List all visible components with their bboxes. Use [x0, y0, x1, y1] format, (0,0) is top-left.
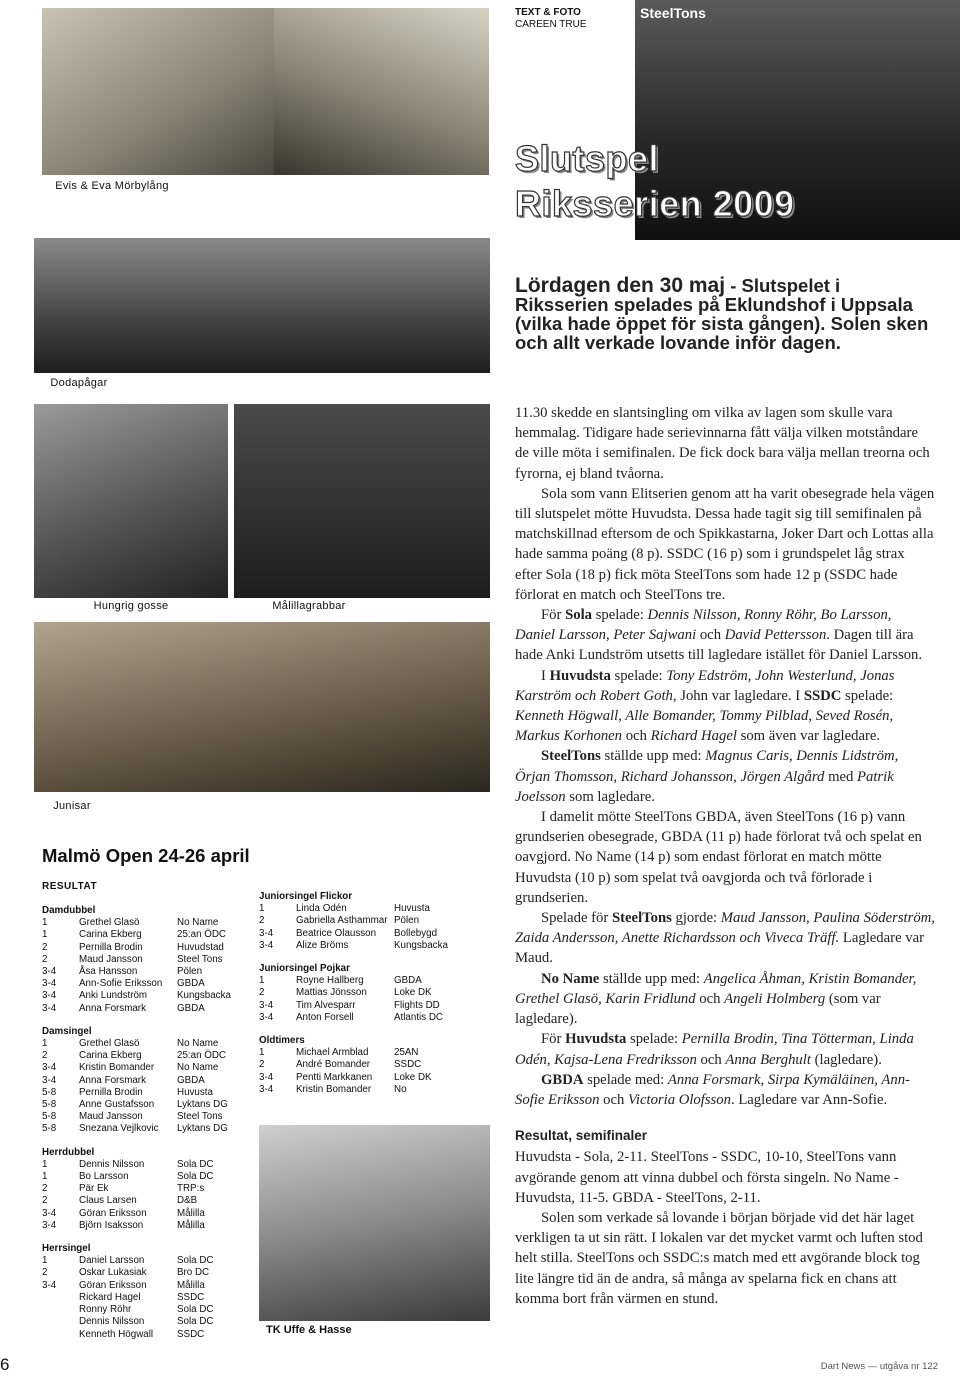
- result-row: [42, 966, 252, 978]
- p10-text-d: och: [599, 1091, 629, 1108]
- result-row: [42, 1255, 252, 1267]
- p9-text-e: och: [696, 1051, 726, 1068]
- result-place: 3-4: [259, 1011, 274, 1023]
- result-club: GBDA: [177, 978, 205, 990]
- paragraph-4: [515, 666, 935, 747]
- caption-evis-eva: Evis & Eva Mörbylång: [55, 180, 169, 192]
- paragraph-3: [515, 605, 935, 666]
- result-player: Dennis Nilsson: [79, 1158, 145, 1170]
- result-row: [42, 1304, 252, 1316]
- result-place: 1: [42, 1171, 48, 1183]
- results-heading: Herrdubbel: [42, 1146, 95, 1158]
- p9-text-g: (lagledare).: [810, 1051, 882, 1068]
- result-row: [42, 1267, 252, 1279]
- result-club: Bollebygd: [394, 927, 438, 939]
- result-player: Göran Eriksson: [79, 1279, 147, 1291]
- p8-player: Angeli Holmberg: [724, 990, 826, 1007]
- result-club: Atlantis DC: [394, 1011, 443, 1023]
- result-place: 3-4: [42, 1219, 57, 1231]
- result-player: Maud Jansson: [79, 1111, 143, 1123]
- result-place: 5-8: [42, 1123, 57, 1135]
- headline-line-2: Riksserien 2009: [515, 183, 795, 224]
- result-player: Ronny Röhr: [79, 1304, 132, 1316]
- paragraph-10: [515, 1070, 935, 1110]
- result-player: Daniel Larsson: [79, 1255, 145, 1267]
- caption-dodapagar: Dodapågar: [50, 377, 108, 389]
- photo-junisar: [34, 622, 490, 792]
- result-place: 1: [42, 929, 48, 941]
- photo-hungrig-gosse: [34, 404, 228, 598]
- result-club: Steel Tons: [177, 1111, 223, 1123]
- result-club: No Name: [177, 1038, 219, 1050]
- semifinal-results: Huvudsta - Sola, 2-11. SteelTons - SSDC, 10-10, SteelTons vann avgörande genom att vinna dubbel och första singeln. No Name - Huvudsta, 11-5. GBDA - SteelTons, 2-11.: [515, 1149, 899, 1206]
- p10-team: GBDA: [541, 1071, 584, 1088]
- result-place: 1: [259, 1047, 265, 1059]
- p8-text-f: (som var lagledare).: [515, 990, 881, 1028]
- p5-player: Patrik Joelsson: [515, 768, 894, 805]
- result-player: Kristin Bomander: [79, 1062, 155, 1074]
- result-club: Steel Tons: [177, 953, 223, 965]
- result-club: Huvusta: [394, 903, 430, 915]
- result-place: 3-4: [259, 927, 274, 939]
- p4-text-g: spelade:: [841, 687, 894, 704]
- p10-text-f: . Lagledare var Ann-Sofie.: [730, 1091, 888, 1108]
- result-row: [42, 978, 252, 990]
- result-club: Lyktans DG: [177, 1099, 228, 1111]
- result-player: Royne Hallberg: [296, 975, 364, 987]
- results-heading: Juniorsingel Flickor: [259, 891, 353, 902]
- result-club: Kungsbacka: [177, 990, 231, 1002]
- paragraph-1: 11.30 skedde en slantsingling om vilka av lagen som skulle vara hemmalag. Tidigare hade serievinnarna fått välja vilken motståndare de ville möta i semifinalen. De fick dock bara välja mellan treorna och fyrorna, ej bland tvåorna.: [515, 405, 930, 482]
- results-heading: Juniorsingel Pojkar: [259, 963, 350, 975]
- paragraph-6: I damelit mötte SteelTons GBDA, även SteelTons (16 p) vann grundserien obesegrade, GBDA (11 p) hade förlorat två och spelat en oavgjord. No Name (14 p) som endast förlorat en match mötte Huvudsta (10 p) som spelat två oavgjorda och två förlorade i grundserien.: [515, 809, 922, 906]
- result-club: Målilla: [177, 1219, 205, 1231]
- result-player: Kenneth Högwall: [79, 1328, 154, 1340]
- result-club: GBDA: [177, 1002, 205, 1014]
- result-place: 3-4: [42, 990, 57, 1002]
- result-player: Anki Lundström: [79, 990, 148, 1002]
- p5-text-b: ställde upp med:: [600, 748, 706, 765]
- result-row: [42, 1183, 252, 1195]
- paragraph-final: Solen som verkade så lovande i början började vid det här laget verkligen ta ut sin rätt. I lokalen var det mycket varmt och luften stod helt stilla. SteelTons och SSDC:s match med ett avgörande block tog lite längre tid än de andra, så många av spelarna fick en chans att komma bort från värmen en stund.: [515, 1209, 923, 1307]
- p3-player: David Pettersson: [724, 627, 827, 644]
- result-player: André Bomander: [296, 1059, 371, 1071]
- result-place: 1: [42, 1158, 48, 1170]
- result-row: [42, 917, 252, 929]
- article-body: [515, 403, 935, 1309]
- p7-team: SteelTons: [611, 910, 672, 927]
- result-club: D&B: [177, 1195, 198, 1207]
- result-club: SSDC: [394, 1059, 422, 1071]
- result-club: No: [394, 1083, 407, 1095]
- result-row: [42, 1220, 252, 1232]
- result-row: [42, 1050, 252, 1062]
- result-row: [42, 929, 252, 941]
- result-row: [42, 1195, 252, 1207]
- result-row: [259, 915, 489, 927]
- result-club: Loke DK: [394, 987, 432, 999]
- malmo-open-title: Malmö Open 24-26 april: [42, 845, 250, 866]
- result-place: 2: [259, 915, 265, 927]
- photo-malillagrabbar: [234, 404, 490, 598]
- result-place: 2: [42, 1267, 48, 1279]
- p4-players: Tony Edström, John Westerlund, Jonas Karström och Robert Goth: [515, 667, 895, 704]
- result-place: [42, 1304, 79, 1316]
- results-heading: Damdubbel: [42, 905, 96, 916]
- result-player: Alize Bröms: [296, 939, 349, 951]
- result-row: [42, 1329, 252, 1341]
- result-club: Bro DC: [177, 1267, 210, 1279]
- result-row: [42, 1123, 252, 1135]
- result-row: [259, 1000, 489, 1012]
- result-player: Pär Ek: [79, 1183, 109, 1195]
- result-row: [42, 1075, 252, 1087]
- p9-text-c: spelade:: [626, 1031, 682, 1048]
- p10-player: Victoria Olofsson: [628, 1091, 731, 1108]
- caption-tk: TK Uffe & Hasse: [266, 1324, 352, 1336]
- result-player: Bo Larsson: [79, 1171, 129, 1183]
- result-row: [259, 1059, 489, 1071]
- result-player: Pentti Markkanen: [296, 1071, 373, 1083]
- result-player: Anna Forsmark: [79, 1002, 146, 1014]
- result-club: SSDC: [177, 1328, 205, 1340]
- result-club: Sola DC: [177, 1304, 214, 1316]
- result-row: [42, 1099, 252, 1111]
- result-club: Lyktans DG: [177, 1123, 228, 1135]
- resultat-label: RESULTAT: [42, 881, 98, 892]
- result-place: 3-4: [42, 1074, 57, 1086]
- p4-text-c: spelade:: [610, 667, 667, 684]
- p5-text-d: med: [824, 768, 858, 785]
- photo-evis-eva: [42, 8, 274, 175]
- p4-players-2: Kenneth Högwall, Alle Bomander, Tommy Pilblad, Seved Rosén, Markus Korhonen: [515, 708, 894, 745]
- result-club: No Name: [177, 1062, 219, 1074]
- result-player: Carina Ekberg: [79, 1050, 142, 1062]
- result-club: Sola DC: [177, 1255, 214, 1267]
- p5-team: SteelTons: [541, 748, 601, 765]
- p8-text-d: och: [695, 990, 725, 1007]
- p4-text-k: som även var lagledare.: [736, 728, 881, 745]
- caption-hungrig-gosse: Hungrig gosse: [93, 600, 169, 612]
- result-club: Loke DK: [394, 1071, 432, 1083]
- p3-team: Sola: [565, 607, 593, 624]
- result-row: [259, 1012, 489, 1024]
- result-player: Kristin Bomander: [296, 1083, 372, 1095]
- headline-line-1: Slutspel: [515, 138, 660, 179]
- results-heading: Damsingel: [42, 1025, 92, 1037]
- photo-dodapagar: [34, 238, 490, 373]
- credit-line-2: CAREEN TRUE: [515, 19, 587, 30]
- result-club: GBDA: [394, 975, 422, 987]
- result-place: 3-4: [42, 966, 57, 978]
- result-row: [42, 990, 252, 1002]
- p10-players: Anna Forsmark, Sirpa Kymäläinen, Ann-Sofie Eriksson: [515, 1071, 910, 1108]
- result-row: [259, 987, 489, 999]
- paragraph-5: [515, 746, 935, 807]
- result-place: 1: [42, 1255, 48, 1267]
- result-player: Linda Odén: [296, 903, 347, 915]
- result-player: Anne Gustafsson: [79, 1099, 155, 1111]
- lead-paragraph: [515, 276, 935, 352]
- result-place: 2: [42, 953, 48, 965]
- result-place: 2: [42, 941, 48, 953]
- p7-text-e: Lagledare var Maud.: [515, 930, 925, 967]
- magazine-footer: Dart News — utgåva nr 122: [820, 1361, 938, 1372]
- paragraph-7: [515, 908, 935, 969]
- result-club: SSDC: [177, 1291, 205, 1303]
- p8-text-b: ställde upp med:: [599, 970, 704, 987]
- result-club: Sola DC: [177, 1171, 214, 1183]
- result-place: [42, 1292, 79, 1304]
- result-club: Flights DD: [394, 999, 440, 1011]
- p8-players: Angelica Åhman, Kristin Bomander, Grethel Glasö, Karin Fridlund: [515, 970, 917, 1007]
- p9-players: Pernilla Brodin, Tina Tötterman, Linda Odén, Kajsa-Lena Fredriksson: [515, 1031, 914, 1068]
- result-place: 3-4: [259, 1083, 274, 1095]
- result-player: Dennis Nilsson: [79, 1316, 145, 1328]
- result-club: Pölen: [177, 966, 203, 978]
- result-club: GBDA: [177, 1074, 205, 1086]
- lead-strong: Lördagen den 30 maj: [515, 274, 726, 297]
- result-player: Björn Isaksson: [79, 1219, 144, 1231]
- result-club: Pölen: [394, 915, 420, 927]
- photo-evis-eva-2: [274, 8, 489, 175]
- result-place: 2: [42, 1183, 48, 1195]
- result-place: 2: [42, 1195, 48, 1207]
- result-player: Åsa Hansson: [79, 966, 138, 978]
- result-player: Mattias Jönsson: [296, 987, 367, 999]
- results-left: [42, 905, 252, 1341]
- result-club: Sola DC: [177, 1316, 214, 1328]
- result-place: 3-4: [42, 1002, 57, 1014]
- result-club: Kungsbacka: [394, 939, 448, 951]
- results-right: [259, 891, 489, 1096]
- result-row: [42, 942, 252, 954]
- result-place: 2: [42, 1050, 48, 1062]
- result-player: Beatrice Olausson: [296, 927, 377, 939]
- p7-text-a: Spelade för: [541, 910, 612, 927]
- lead-rest: - Slutspelet i Riksserien spelades på Eklundshof i Uppsala (vilka hade öppet för sista gången). Solen sken och allt verkade lovande inför dagen.: [515, 275, 929, 353]
- result-row: [42, 1111, 252, 1123]
- p9-team: Huvudsta: [565, 1031, 627, 1048]
- result-player: Michael Armblad: [296, 1047, 369, 1059]
- caption-junisar: Junisar: [53, 800, 91, 812]
- p3-text-a: För: [541, 607, 566, 624]
- result-place: 1: [42, 917, 48, 929]
- results-heading: Herrsingel: [42, 1243, 91, 1255]
- result-player: Tim Alvesparr: [296, 999, 356, 1011]
- result-club: Huvudstad: [177, 941, 224, 953]
- result-row: [42, 1292, 252, 1304]
- credit-line-1: TEXT & FOTO: [515, 7, 581, 18]
- result-club: 25:an ÖDC: [177, 929, 227, 941]
- result-row: [259, 1072, 489, 1084]
- result-row: [42, 1062, 252, 1074]
- result-row: [259, 1047, 489, 1059]
- result-player: Anna Forsmark: [79, 1074, 146, 1086]
- result-player: Rickard Hagel: [79, 1291, 141, 1303]
- p4-text-i: och: [622, 728, 651, 745]
- brand-label: SteelTons: [640, 5, 706, 21]
- p4-team-2: SSDC: [803, 687, 842, 704]
- result-place: 3-4: [259, 999, 274, 1011]
- result-row: [42, 1316, 252, 1328]
- paragraph-2: Sola som vann Elitserien genom att ha varit obesegrade hela vägen till slutspelet mötte Huvudsta. Dessa hade tagit sig till semifinalen på matchskillnad eftersom de och Spikkastarna, Joker Dart och Lottas alla hade samma poäng (8 p). SSDC (16 p) som i grundspelet låg strax efter Sola (18 p) fick möta SteelTons som hade 12 p (SSDC hade förlorat en match och SteelTons tre.: [515, 485, 935, 603]
- result-row: [259, 903, 489, 915]
- result-place: 1: [259, 903, 265, 915]
- p3-text-g: . Dagen till ära hade Anki Lundström utsetts till lagledare istället för Daniel Larsson.: [515, 627, 923, 664]
- p5-players: Magnus Caris, Dennis Lidström, Örjan Thomsson, Richard Johansson, Jörgen Algård: [515, 748, 899, 785]
- result-row: [42, 954, 252, 966]
- result-place: 5-8: [42, 1111, 57, 1123]
- results-heading: Oldtimers: [259, 1035, 305, 1047]
- result-club: 25:an ÖDC: [177, 1050, 227, 1062]
- result-player: Ann-Sofie Eriksson: [79, 978, 163, 990]
- result-row: [42, 1159, 252, 1171]
- result-place: 2: [259, 1059, 265, 1071]
- result-player: Claus Larsen: [79, 1195, 137, 1207]
- result-row: [259, 940, 489, 952]
- result-row: [42, 1087, 252, 1099]
- p9-player: Anna Berghult: [725, 1051, 811, 1068]
- p3-text-c: spelade:: [592, 607, 648, 624]
- p4-text-a: I: [541, 667, 550, 684]
- result-club: TRP:s: [177, 1183, 205, 1195]
- p4-team: Huvudsta: [549, 667, 611, 684]
- result-place: 3-4: [259, 1071, 274, 1083]
- result-row: [259, 928, 489, 940]
- result-player: Maud Jansson: [79, 953, 143, 965]
- result-club: Sola DC: [177, 1158, 214, 1170]
- result-row: [42, 1208, 252, 1220]
- result-row: [42, 1280, 252, 1292]
- result-player: Pernilla Brodin: [79, 1086, 143, 1098]
- result-place: 3-4: [42, 1062, 57, 1074]
- result-row: [42, 1003, 252, 1015]
- p4-player: Richard Hagel: [650, 728, 737, 745]
- result-place: 5-8: [42, 1086, 57, 1098]
- result-player: Anton Forsell: [296, 1011, 354, 1023]
- result-club: 25AN: [394, 1047, 419, 1059]
- result-club: No Name: [177, 917, 219, 929]
- p8-team: No Name: [541, 970, 600, 987]
- result-club: Målilla: [177, 1207, 205, 1219]
- p10-text-b: spelade med:: [583, 1071, 668, 1088]
- paragraph-9: [515, 1029, 935, 1069]
- p4-text-e: , John var lagledare. I: [672, 687, 804, 704]
- result-place: 3-4: [259, 939, 274, 951]
- result-club: Målilla: [177, 1279, 205, 1291]
- p5-text-f: som lagledare.: [565, 788, 655, 805]
- p9-text-a: För: [541, 1031, 566, 1048]
- result-place: 3-4: [42, 1207, 57, 1219]
- result-player: Oskar Lukasiak: [79, 1267, 147, 1279]
- result-player: Grethel Glasö: [79, 917, 140, 929]
- result-place: 1: [42, 1038, 48, 1050]
- result-player: Pernilla Brodin: [79, 941, 143, 953]
- page-number: 6: [0, 1355, 10, 1374]
- result-place: 2: [259, 987, 265, 999]
- result-player: Göran Eriksson: [79, 1207, 147, 1219]
- p7-players: Maud Jansson, Paulina Söderström, Zaida Andersson, Anette Richardsson och Viveca Träff.: [515, 910, 935, 947]
- result-player: Gabriella Asthammar: [296, 915, 388, 927]
- result-place: 5-8: [42, 1099, 57, 1111]
- caption-malillagrabbar: Målillagrabbar: [272, 600, 346, 612]
- result-place: [42, 1329, 79, 1341]
- result-row: [42, 1038, 252, 1050]
- result-row: [42, 1171, 252, 1183]
- p3-text-e: och: [696, 627, 725, 644]
- result-player: Grethel Glasö: [79, 1038, 140, 1050]
- paragraph-8: [515, 969, 935, 1030]
- result-row: [259, 1084, 489, 1096]
- result-player: Carina Ekberg: [79, 929, 142, 941]
- result-place: 1: [259, 975, 265, 987]
- result-place: 3-4: [42, 978, 57, 990]
- result-player: Snezana Vejlkovic: [79, 1123, 159, 1135]
- p3-players: Dennis Nilsson, Ronny Röhr, Bo Larsson, Daniel Larsson, Peter Sajwani: [515, 607, 892, 644]
- semifinal-heading: Resultat, semifinaler: [515, 1128, 648, 1144]
- p7-text-c: gjorde:: [671, 910, 721, 927]
- result-place: 3-4: [42, 1279, 57, 1291]
- result-place: [42, 1316, 79, 1328]
- photo-tk-uffe-hasse: [259, 1125, 490, 1321]
- result-row: [259, 975, 489, 987]
- photo-credit: [515, 7, 587, 31]
- result-club: Huvusta: [177, 1086, 213, 1098]
